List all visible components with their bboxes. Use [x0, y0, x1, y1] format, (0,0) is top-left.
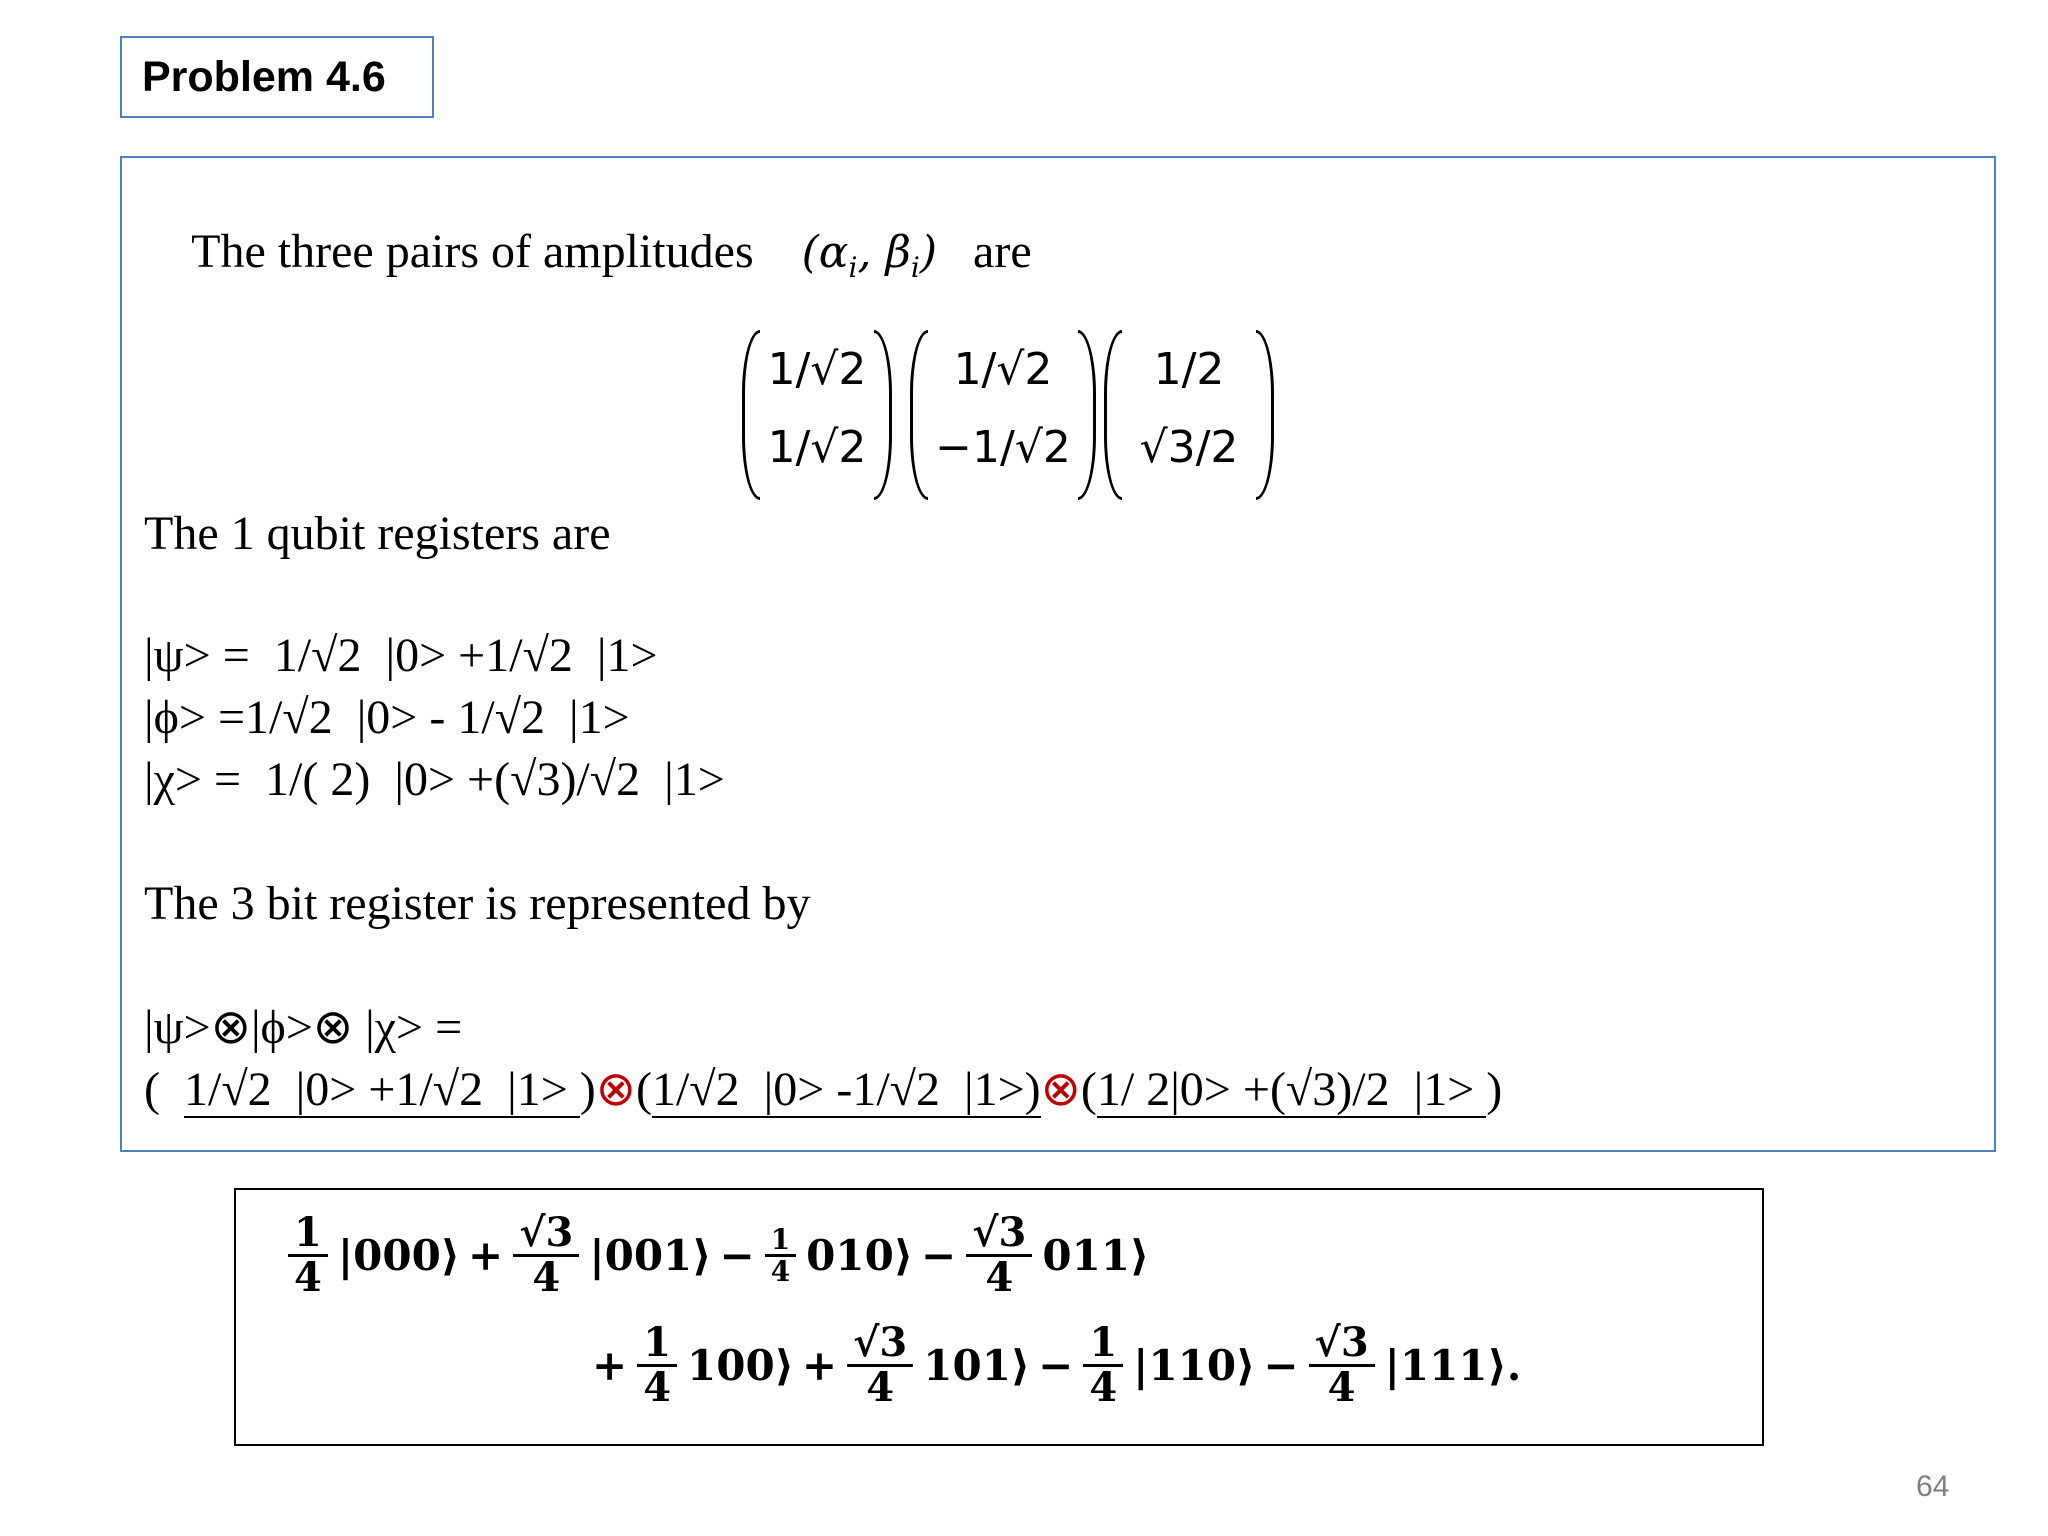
registers-heading: The 1 qubit registers are — [144, 507, 611, 560]
result-line-1: $\frac{1}{4}$ |000⟩ + $\frac{√3}{4}$ |001⟩ − $\frac{1}{4}$ 010⟩ − $\frac{√3}{4}$ 011⟩ — [282, 1212, 1153, 1299]
coefficient: $\frac{1}{4}$ — [637, 1322, 677, 1409]
phi-expansion: 1/√2 |0> -1/√2 |1>) — [651, 1063, 1041, 1116]
register-phi: |ϕ> =1/√2 |0> - 1/√2 |1> — [144, 691, 630, 744]
problem-content — [120, 156, 1996, 1152]
three-bit-heading: The 3 bit register is represented by — [144, 877, 811, 930]
tensor-product-line: |ψ>⊗|ϕ>⊗ |χ> = — [144, 1001, 463, 1054]
intro-text: The three pairs of amplitudes — [191, 225, 754, 278]
coefficient: $\frac{√3}{4}$ — [966, 1212, 1032, 1299]
register-psi: |ψ> = 1/√2 |0> +1/√2 |1> — [144, 629, 658, 682]
amplitude-vector-1: 1/√2 1/√2 — [742, 330, 892, 500]
coefficient: $\frac{1}{4}$ — [288, 1212, 328, 1299]
amplitude-pair: ($\alpha_i$, $\beta_i$) — [801, 227, 938, 284]
register-chi: |χ> = 1/( 2) |0> +(√3)/√2 |1> — [144, 753, 725, 806]
ket: 100⟩ — [687, 1341, 794, 1390]
coefficient: $\frac{√3}{4}$ — [1309, 1322, 1375, 1409]
result-equation-box — [234, 1188, 1764, 1446]
psi-expansion: 1/√2 |0> +1/√2 |1> — [183, 1063, 580, 1116]
amplitude-vector-3: 1/2 √3/2 — [1104, 330, 1274, 500]
coefficient: $\frac{√3}{4}$ — [513, 1212, 579, 1299]
result-line-2: + $\frac{1}{4}$ 100⟩ + $\frac{√3}{4}$ 101⟩ − $\frac{1}{4}$ |110⟩ − $\frac{√3}{4}$ |111⟩. — [592, 1319, 1522, 1411]
tensor-expansion-line: ( 1/√2 |0> +1/√2 |1> )⊗(1/√2 |0> -1/√2 |1>)⊗(1/ 2|0> +(√3)/2 |1> ) — [144, 1063, 1503, 1116]
coefficient: $\frac{1}{4}$ — [765, 1225, 796, 1287]
ket: |110⟩ — [1133, 1341, 1256, 1390]
intro-are: are — [973, 225, 1032, 278]
otimes-symbol: ⊗ — [1040, 1063, 1081, 1116]
ket: |001⟩ — [589, 1231, 712, 1280]
problem-title: Problem 4.6 — [120, 36, 434, 118]
amplitude-vector-2: 1/√2 −1/√2 — [910, 330, 1096, 500]
page-number: 64 — [1916, 1470, 1950, 1503]
amplitude-vectors — [742, 330, 1482, 500]
intro-line — [144, 180, 1032, 330]
ket: |000⟩ — [337, 1231, 460, 1280]
ket: 010⟩ — [806, 1231, 914, 1280]
coefficient: $\frac{1}{4}$ — [1083, 1322, 1123, 1409]
ket: 101⟩ — [923, 1341, 1031, 1390]
chi-expansion: 1/ 2|0> +(√3)/2 |1> — [1096, 1063, 1487, 1116]
ket: |111⟩. — [1384, 1341, 1522, 1390]
coefficient: $\frac{√3}{4}$ — [847, 1322, 913, 1409]
otimes-symbol: ⊗ — [595, 1063, 636, 1116]
ket: 011⟩ — [1042, 1231, 1150, 1280]
